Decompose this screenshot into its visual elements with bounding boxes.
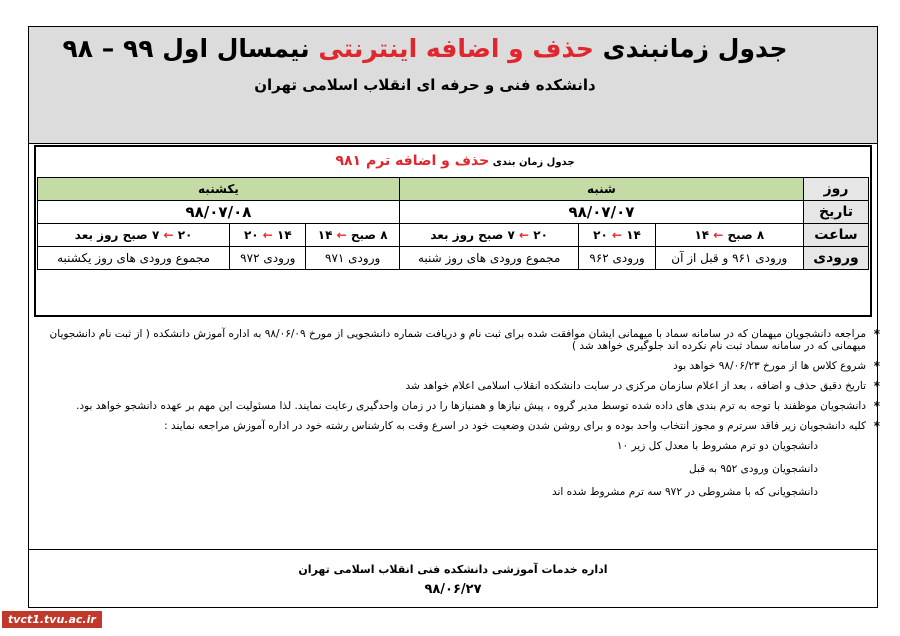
label-entry: ورودی bbox=[804, 247, 869, 270]
note-item: * دانشجویان موظفند با توجه به ترم بندی های داده شده توسط مدیر گروه ، پیش نیازها و همنیازها را در زمان واحدگیری رعایت نمایند. لذا مسئولیت این مهم بر عهده دانشجو خواهد بود. bbox=[76, 399, 880, 413]
time-row bbox=[38, 224, 869, 247]
arrow-icon: ← bbox=[163, 228, 174, 242]
schedule-title-red: حذف و اضافه ترم ۹۸۱ bbox=[335, 153, 490, 169]
time-slot: ۲۰ ← ۷ صبح روز بعد bbox=[399, 224, 579, 247]
star-icon: * bbox=[873, 379, 880, 393]
time-slot: ۸ صبح ← ۱۴ bbox=[306, 224, 399, 247]
entry-cell: ورودی ۹۷۱ bbox=[306, 247, 399, 270]
arrow-icon: ← bbox=[713, 228, 724, 242]
day-row bbox=[38, 178, 869, 201]
time-slot: ۲۰ ← ۷ صبح روز بعد bbox=[38, 224, 230, 247]
footer-box bbox=[28, 549, 878, 608]
day-sunday: یکشنبه bbox=[38, 178, 400, 201]
date-sunday: ۹۸/۰۷/۰۸ bbox=[38, 201, 400, 224]
note-item: * مراجعه دانشجویان میهمان که در سامانه سماد با میهمانی ایشان موافقت شده برای ثبت نام و دریافت شماره دانشجویی از مورخ ۹۸/۰۶/۰۹ به اداره آموزش دانشکده ( از ثبت نام دانشجویان میهمانی که در سامانه سماد ثبت نام نکرده اند جلوگیری خواهد شد ) bbox=[49, 327, 880, 352]
schedule-title-small: جدول زمان بندی bbox=[492, 157, 575, 168]
footer-office: اداره خدمات آموزشی دانشکده فنی انقلاب اسلامی تهران bbox=[298, 563, 608, 576]
label-time: ساعت bbox=[804, 224, 869, 247]
note-item: * تاریخ دقیق حذف و اضافه ، بعد از اعلام سازمان مرکزی در سایت دانشکده انقلاب اسلامی اعلام خواهد شد bbox=[405, 379, 880, 393]
college-name: دانشکده فنی و حرفه ای انقلاب اسلامی تهران bbox=[254, 76, 596, 94]
schedule-table bbox=[37, 177, 869, 270]
notes-list bbox=[34, 328, 880, 509]
arrow-icon: ← bbox=[336, 228, 347, 242]
star-icon: * bbox=[873, 359, 880, 373]
label-date: تاریخ bbox=[804, 201, 869, 224]
footer-date: ۹۸/۰۶/۲۷ bbox=[424, 582, 482, 597]
title-part2: نیمسال اول ۹۹ – ۹۸ bbox=[62, 34, 310, 63]
subnote-item: دانشجویانی که با مشروطی در ۹۷۲ سه ترم مشروط شده اند bbox=[551, 486, 818, 498]
entry-cell: ورودی ۹۶۱ و قبل از آن bbox=[655, 247, 803, 270]
entry-row bbox=[38, 247, 869, 270]
time-slot: ۸ صبح ← ۱۴ bbox=[655, 224, 803, 247]
star-icon: * bbox=[873, 399, 880, 413]
arrow-icon: ← bbox=[611, 228, 623, 242]
title-part1: جدول زمانبندی bbox=[602, 34, 788, 63]
subnote-item: دانشجویان دو ترم مشروط با معدل کل زیر ۱۰ bbox=[616, 440, 818, 452]
label-day: روز bbox=[804, 178, 869, 201]
arrow-icon: ← bbox=[519, 228, 530, 242]
date-row bbox=[38, 201, 869, 224]
subnote-item: دانشجویان ورودی ۹۵۲ به قبل bbox=[689, 463, 818, 475]
entry-cell: مجموع ورودی های روز یکشنبه bbox=[38, 247, 230, 270]
entry-cell: ورودی ۹۶۲ bbox=[579, 247, 655, 270]
time-slot: ۱۴ ← ۲۰ bbox=[230, 224, 306, 247]
note-item: * شروع کلاس ها از مورخ ۹۸/۰۶/۲۳ خواهد بود bbox=[673, 359, 880, 373]
title-red: حذف و اضافه اینترنتی bbox=[318, 34, 594, 63]
time-slot: ۱۴ ← ۲۰ bbox=[579, 224, 655, 247]
entry-cell: ورودی ۹۷۲ bbox=[230, 247, 306, 270]
date-saturday: ۹۸/۰۷/۰۷ bbox=[399, 201, 803, 224]
site-watermark: tvct1.tvu.ac.ir bbox=[2, 611, 102, 628]
note-item: * کلیه دانشجویان زیر فاقد سرترم و مجوز انتخاب واحد بوده و برای روشن شدن وضعیت خود در اسرع وقت به کارشناس رشته خود در اداره آموزش مراجعه نمایند : bbox=[164, 419, 880, 433]
star-icon: * bbox=[873, 419, 880, 433]
entry-cell: مجموع ورودی های روز شنبه bbox=[399, 247, 579, 270]
arrow-icon: ← bbox=[262, 228, 273, 242]
page-title bbox=[0, 34, 850, 63]
star-icon: * bbox=[873, 327, 880, 341]
schedule-title bbox=[36, 153, 874, 169]
day-saturday: شنبه bbox=[399, 178, 803, 201]
